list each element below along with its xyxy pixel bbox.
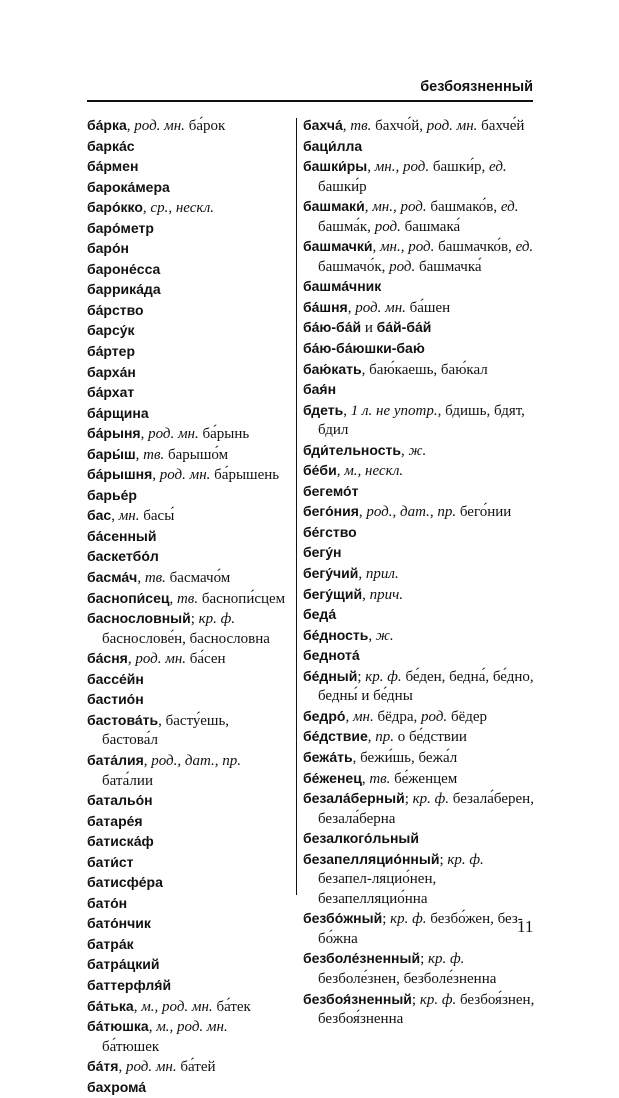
dictionary-entry (87, 589, 287, 610)
headword: бати́ст (87, 853, 134, 870)
entry-text: башма́к, (318, 218, 375, 235)
headword: бегу́чий (303, 565, 359, 582)
headword: бахча́ (303, 117, 343, 133)
dictionary-entry (303, 748, 535, 769)
headword: бары́ш (87, 445, 136, 462)
grammar-label: кр. ф. (390, 911, 427, 928)
dictionary-entry (303, 116, 535, 137)
headword: батра́цкий (87, 956, 160, 973)
headword: бе́дный (303, 667, 358, 684)
headword: безалкого́льный (303, 830, 419, 847)
dictionary-entry (303, 585, 535, 606)
entry-text: бе́женцем (390, 770, 458, 787)
entry-text: безболе́знен, безболе́зненна (318, 970, 497, 987)
entry-text: , (142, 200, 151, 217)
grammar-label: ед. (515, 239, 534, 256)
headword: батисфе́ра (87, 874, 163, 891)
entry-text: , (347, 299, 356, 316)
headword: ба́й-ба́й (376, 319, 432, 336)
dictionary-entry (87, 935, 287, 956)
headword: бе́би (303, 462, 337, 479)
dictionary-entry (303, 298, 535, 319)
headword: беда́ (303, 606, 337, 623)
entry-text: безбоя́знен, безбоя́зненна (318, 991, 535, 1028)
dictionary-entry (87, 670, 287, 691)
entry-text: бего́нии (456, 504, 512, 521)
dictionary-entry (87, 116, 287, 137)
headword: бе́гство (303, 523, 357, 540)
entry-text: , (362, 586, 370, 603)
headword: ба́шня (303, 298, 348, 315)
headword: ба́сня (87, 650, 128, 667)
dictionary-entry (87, 690, 287, 711)
headword: ба́рщина (87, 404, 149, 421)
entry-text: башки́р, (429, 159, 490, 176)
grammar-label: кр. ф. (419, 991, 457, 1008)
grammar-label: кр. ф. (198, 611, 236, 628)
headword: бато́нчик (87, 915, 151, 932)
headword: башки́ры (303, 158, 368, 175)
entry-text: башмачка́ (415, 258, 482, 275)
grammar-label: род. (389, 258, 416, 275)
headword: бе́дность (303, 626, 369, 643)
grammar-label: род. (421, 708, 448, 725)
headword: батиска́ф (87, 833, 154, 850)
entry-text: баснопи́сцем (198, 590, 286, 607)
dictionary-entry (87, 363, 287, 384)
entry-text: , (372, 239, 380, 256)
headword: барока́мера (87, 178, 170, 195)
entry-text: ; (411, 991, 420, 1008)
headword: ба́рство (87, 301, 144, 318)
dictionary-entry (303, 277, 535, 298)
entry-text: ба́рынь (198, 426, 250, 443)
entry-text: бе́ден, бедна́, бе́дно, бедны́ и бе́дны (318, 668, 534, 705)
entry-text: , (135, 446, 144, 463)
dictionary-entry (87, 547, 287, 568)
entry-text: , басту́ешь, бастова́л (102, 712, 230, 749)
headword: бато́н (87, 894, 128, 911)
headword: ба́рыня (87, 425, 141, 442)
grammar-label: род. мн. (148, 426, 199, 443)
dictionary-entry (303, 850, 535, 910)
headword: ба́рхат (87, 384, 135, 401)
headword: бастова́ть (87, 711, 159, 728)
dictionary-entry (303, 441, 535, 462)
entry-text: , (358, 504, 367, 521)
dictionary-entry (87, 239, 287, 260)
dictionary-entry (87, 1017, 287, 1057)
entry-text: , (118, 1059, 126, 1076)
headword: батальо́н (87, 792, 153, 809)
headword: бегу́н (303, 544, 342, 561)
dictionary-entry (303, 949, 535, 989)
grammar-label: род. мн. (426, 118, 478, 134)
grammar-label: мн., род. (379, 239, 435, 256)
dictionary-entry (303, 769, 535, 790)
dictionary-entry (303, 626, 535, 647)
headword: безала́берный (303, 790, 405, 807)
headword: ба́рышня (87, 466, 153, 483)
entry-text: , (345, 708, 353, 725)
entry-text: басмачо́м (165, 570, 231, 587)
entry-text: ба́тюшек (102, 1038, 160, 1055)
entry-text: , бдишь, бдят, бдил (318, 402, 525, 439)
entry-text: ба́тей (176, 1059, 216, 1076)
headword: бдеть (303, 401, 344, 418)
dictionary-entry (87, 791, 287, 812)
dictionary-entry (87, 812, 287, 833)
entry-text: бахчо́й, (371, 118, 427, 134)
dictionary-entry (87, 955, 287, 976)
headword: баснопи́сец (87, 589, 170, 606)
dictionary-entry (87, 894, 287, 915)
headword: ба́тюшка (87, 1018, 149, 1035)
entry-text: , баю́каешь, баю́кал (361, 361, 488, 378)
headword: безапелляцио́нный (303, 850, 440, 867)
headword: башмачки́ (303, 238, 373, 255)
dictionary-entry (87, 280, 287, 301)
grammar-label: род. мн. (355, 299, 406, 316)
headword: бе́женец (303, 769, 362, 786)
dictionary-entry (303, 339, 535, 360)
entry-text: безапел-ляцио́нен, безапелляцио́нна (318, 871, 437, 907)
entry-text: и (361, 320, 377, 337)
entry-text: башмачко́в, (434, 239, 516, 256)
entry-text: , (133, 998, 142, 1015)
dictionary-entry (303, 401, 535, 441)
grammar-label: тв. (176, 590, 199, 607)
dictionary-entry (303, 909, 535, 949)
entry-text: , (152, 467, 160, 484)
entry-text: , (368, 627, 376, 644)
headword: баснословный (87, 610, 191, 627)
headword: барье́р (87, 486, 137, 503)
dictionary-entry (303, 137, 535, 158)
headword: баро́метр (87, 219, 154, 236)
entry-text: барышо́м (164, 446, 229, 463)
entry-text: башмачо́к, (318, 258, 390, 275)
grammar-label: мн., род. (374, 159, 430, 176)
headword: барсу́к (87, 322, 135, 339)
entry-text: ба́сен (186, 651, 226, 668)
entry-text: , (364, 199, 373, 216)
entry-text: ; (382, 911, 391, 928)
grammar-label: род. мн. (135, 651, 187, 668)
entry-text: ба́тек (212, 998, 251, 1015)
headword: бе́дствие (303, 728, 368, 745)
dictionary-entry (87, 219, 287, 240)
dictionary-entry (87, 383, 287, 404)
entry-text: , (343, 402, 351, 419)
dictionary-entry (87, 424, 287, 445)
headword: бахрома́ (87, 1078, 147, 1095)
grammar-label: род. (374, 218, 401, 235)
grammar-label: м., род. мн. (141, 998, 213, 1015)
headword: ба́сенный (87, 527, 157, 544)
dictionary-entry (303, 707, 535, 728)
entry-text: , бежи́шь, бежа́л (352, 749, 458, 766)
grammar-label: род. мн. (125, 1059, 177, 1076)
grammar-label: род., дат., пр. (151, 752, 241, 769)
headword: бастио́н (87, 691, 144, 708)
dictionary-entry (303, 646, 535, 667)
dictionary-entry (87, 260, 287, 281)
entry-text: , (126, 118, 135, 134)
dictionary-entry (303, 318, 535, 339)
dictionary-entry (303, 523, 535, 544)
headword: бежа́ть (303, 748, 353, 765)
entry-text: бата́лии (102, 772, 153, 789)
entry-text: , (143, 752, 152, 769)
headword: бата́лия (87, 751, 144, 768)
dictionary-entry (303, 237, 535, 277)
entry-text: , (140, 426, 149, 443)
grammar-label: кр. ф. (365, 668, 402, 685)
grammar-label: кр. ф. (428, 951, 465, 968)
entry-text: ; (439, 851, 448, 868)
dictionary-entry (303, 482, 535, 503)
headword: бего́ния (303, 503, 359, 520)
headword: ба́ю-ба́юшки-баю́ (303, 340, 425, 357)
grammar-label: ед. (500, 199, 519, 216)
entry-text: , (148, 1019, 157, 1036)
headword: ба́рмен (87, 158, 139, 175)
headword: бедро́ (303, 707, 346, 724)
dictionary-entry (303, 605, 535, 626)
headword: баро́кко (87, 199, 143, 216)
entry-text: , (127, 651, 136, 668)
entry-text: ; (404, 791, 413, 808)
headword: барха́н (87, 363, 136, 380)
headword: батаре́я (87, 812, 143, 829)
entry-text: башмако́в, (426, 199, 501, 216)
grammar-label: мн., род. (372, 199, 427, 216)
headword: баци́лла (303, 137, 363, 154)
dictionary-entry (87, 301, 287, 322)
dictionary-entry (87, 1057, 287, 1078)
dictionary-entry (87, 609, 287, 649)
grammar-label: мн. (352, 708, 374, 725)
dictionary-entry (303, 360, 535, 381)
entry-text: , (358, 566, 366, 583)
entry-text: , (401, 442, 409, 459)
entry-text: , (169, 590, 177, 607)
running-head: безбоязненный (420, 79, 533, 95)
entry-text: ба́рок (184, 118, 226, 134)
dictionary-entry (87, 465, 287, 486)
headword: ба́рка (87, 117, 127, 133)
dictionary-entry (87, 527, 287, 548)
grammar-label: кр. ф. (412, 791, 450, 808)
headword: баю́кать (303, 360, 362, 377)
grammar-label: тв. (144, 570, 166, 587)
headword: баро́н (87, 240, 129, 257)
entry-text: , (367, 159, 375, 176)
entry-text: бахче́й (477, 118, 525, 134)
dictionary-entry (87, 649, 287, 670)
entry-text: басы́ (139, 508, 175, 525)
grammar-label: тв. (350, 118, 372, 134)
dictionary-entry (303, 197, 535, 237)
dictionary-entry (87, 178, 287, 199)
dictionary-entry (303, 990, 535, 1030)
dictionary-entry (87, 976, 287, 997)
dictionary-entry (303, 502, 535, 523)
left-column (87, 116, 287, 1098)
headword: басма́ч (87, 569, 138, 586)
headword: безбо́жный (303, 910, 383, 927)
page-number: 11 (517, 917, 534, 936)
grammar-label: род. мн. (134, 118, 185, 134)
headword: безболе́зненный (303, 950, 421, 967)
column-divider (296, 118, 297, 895)
dictionary-entry (87, 157, 287, 178)
entry-text: баснослове́н, баснословна (102, 630, 270, 647)
grammar-label: кр. ф. (447, 851, 484, 868)
dictionary-entry (303, 564, 535, 585)
entry-text: безбо́жен, без-бо́жна (318, 911, 523, 947)
grammar-label: мн. (118, 508, 140, 525)
entry-text: о бе́дствии (394, 729, 467, 746)
grammar-label: прил. (365, 566, 399, 583)
entry-text: безала́берен, безала́берна (318, 791, 534, 827)
dictionary-entry (87, 445, 287, 466)
entry-text: башки́р (318, 178, 367, 195)
dictionary-entry (87, 137, 287, 158)
dictionary-entry (87, 711, 287, 751)
headword: беднота́ (303, 647, 360, 664)
grammar-label: род., дат., пр. (366, 504, 457, 521)
dictionary-entry (87, 832, 287, 853)
grammar-label: прич. (369, 586, 403, 603)
dictionary-entry (87, 321, 287, 342)
headword: баррика́да (87, 281, 161, 298)
grammar-label: ед. (489, 159, 507, 176)
dictionary-entry (87, 342, 287, 363)
dictionary-entry (87, 198, 287, 219)
dictionary-entry (303, 461, 535, 482)
grammar-label: пр. (375, 729, 395, 746)
dictionary-entry (87, 751, 287, 791)
headword: ба́тька (87, 997, 134, 1014)
dictionary-entry (87, 873, 287, 894)
headword: бегемо́т (303, 482, 359, 499)
dictionary-entry (303, 727, 535, 748)
grammar-label: тв. (369, 770, 391, 787)
dictionary-entry (303, 157, 535, 197)
entry-text: ба́шен (405, 299, 451, 316)
headword: баскетбо́л (87, 548, 159, 565)
dictionary-entry (87, 853, 287, 874)
headword: бассе́йн (87, 670, 144, 687)
headword: баттерфля́й (87, 976, 172, 993)
headword: безбоя́зненный (303, 990, 412, 1007)
entry-text: башмака́ (400, 218, 461, 235)
grammar-label: м., род. мн. (156, 1019, 228, 1036)
grammar-label: ж. (408, 442, 427, 459)
entry-text: ; (190, 611, 199, 628)
entry-text: ба́рышень (210, 467, 280, 484)
dictionary-entry (303, 667, 535, 707)
dictionary-entry (87, 506, 287, 527)
entry-text: бёдер (447, 708, 488, 725)
headword: барка́с (87, 137, 135, 154)
entry-text: , (361, 770, 370, 787)
dictionary-entry (303, 380, 535, 401)
headword: башма́чник (303, 278, 382, 295)
entry-text: , (137, 570, 145, 587)
headword: ба́ртер (87, 343, 135, 360)
headword: батра́к (87, 935, 134, 952)
grammar-label: тв. (143, 446, 165, 463)
dictionary-entry (87, 1078, 287, 1098)
grammar-label: ж. (375, 627, 394, 644)
entry-text: , (342, 118, 351, 134)
grammar-label: род. мн. (159, 467, 211, 484)
headword: бая́н (303, 381, 337, 398)
entry-text: ; (420, 951, 428, 968)
dictionary-entry (303, 543, 535, 564)
dictionary-entry (87, 486, 287, 507)
headword: ба́тя (87, 1058, 119, 1075)
entry-text: , (336, 463, 345, 480)
headword: бароне́сса (87, 260, 161, 277)
entry-text: ; (357, 668, 366, 685)
headword: бди́тельность (303, 441, 402, 458)
entry-text: , (367, 729, 376, 746)
headword: башмаки́ (303, 198, 365, 215)
headword: бас (87, 507, 112, 524)
grammar-label: м., нескл. (344, 463, 404, 480)
dictionary-entry (87, 568, 287, 589)
headword: ба́ю-ба́й (303, 319, 362, 336)
entry-text: бёдра, (373, 708, 422, 725)
grammar-label: 1 л. не употр. (350, 402, 438, 419)
dictionary-entry (303, 829, 535, 850)
dictionary-entry (87, 404, 287, 425)
header-rule (87, 100, 533, 102)
dictionary-entry (303, 789, 535, 829)
grammar-label: ср., нескл. (150, 200, 214, 217)
headword: бегу́щий (303, 585, 363, 602)
entry-text: , (111, 508, 119, 525)
dictionary-entry (87, 914, 287, 935)
right-column (303, 116, 535, 1030)
